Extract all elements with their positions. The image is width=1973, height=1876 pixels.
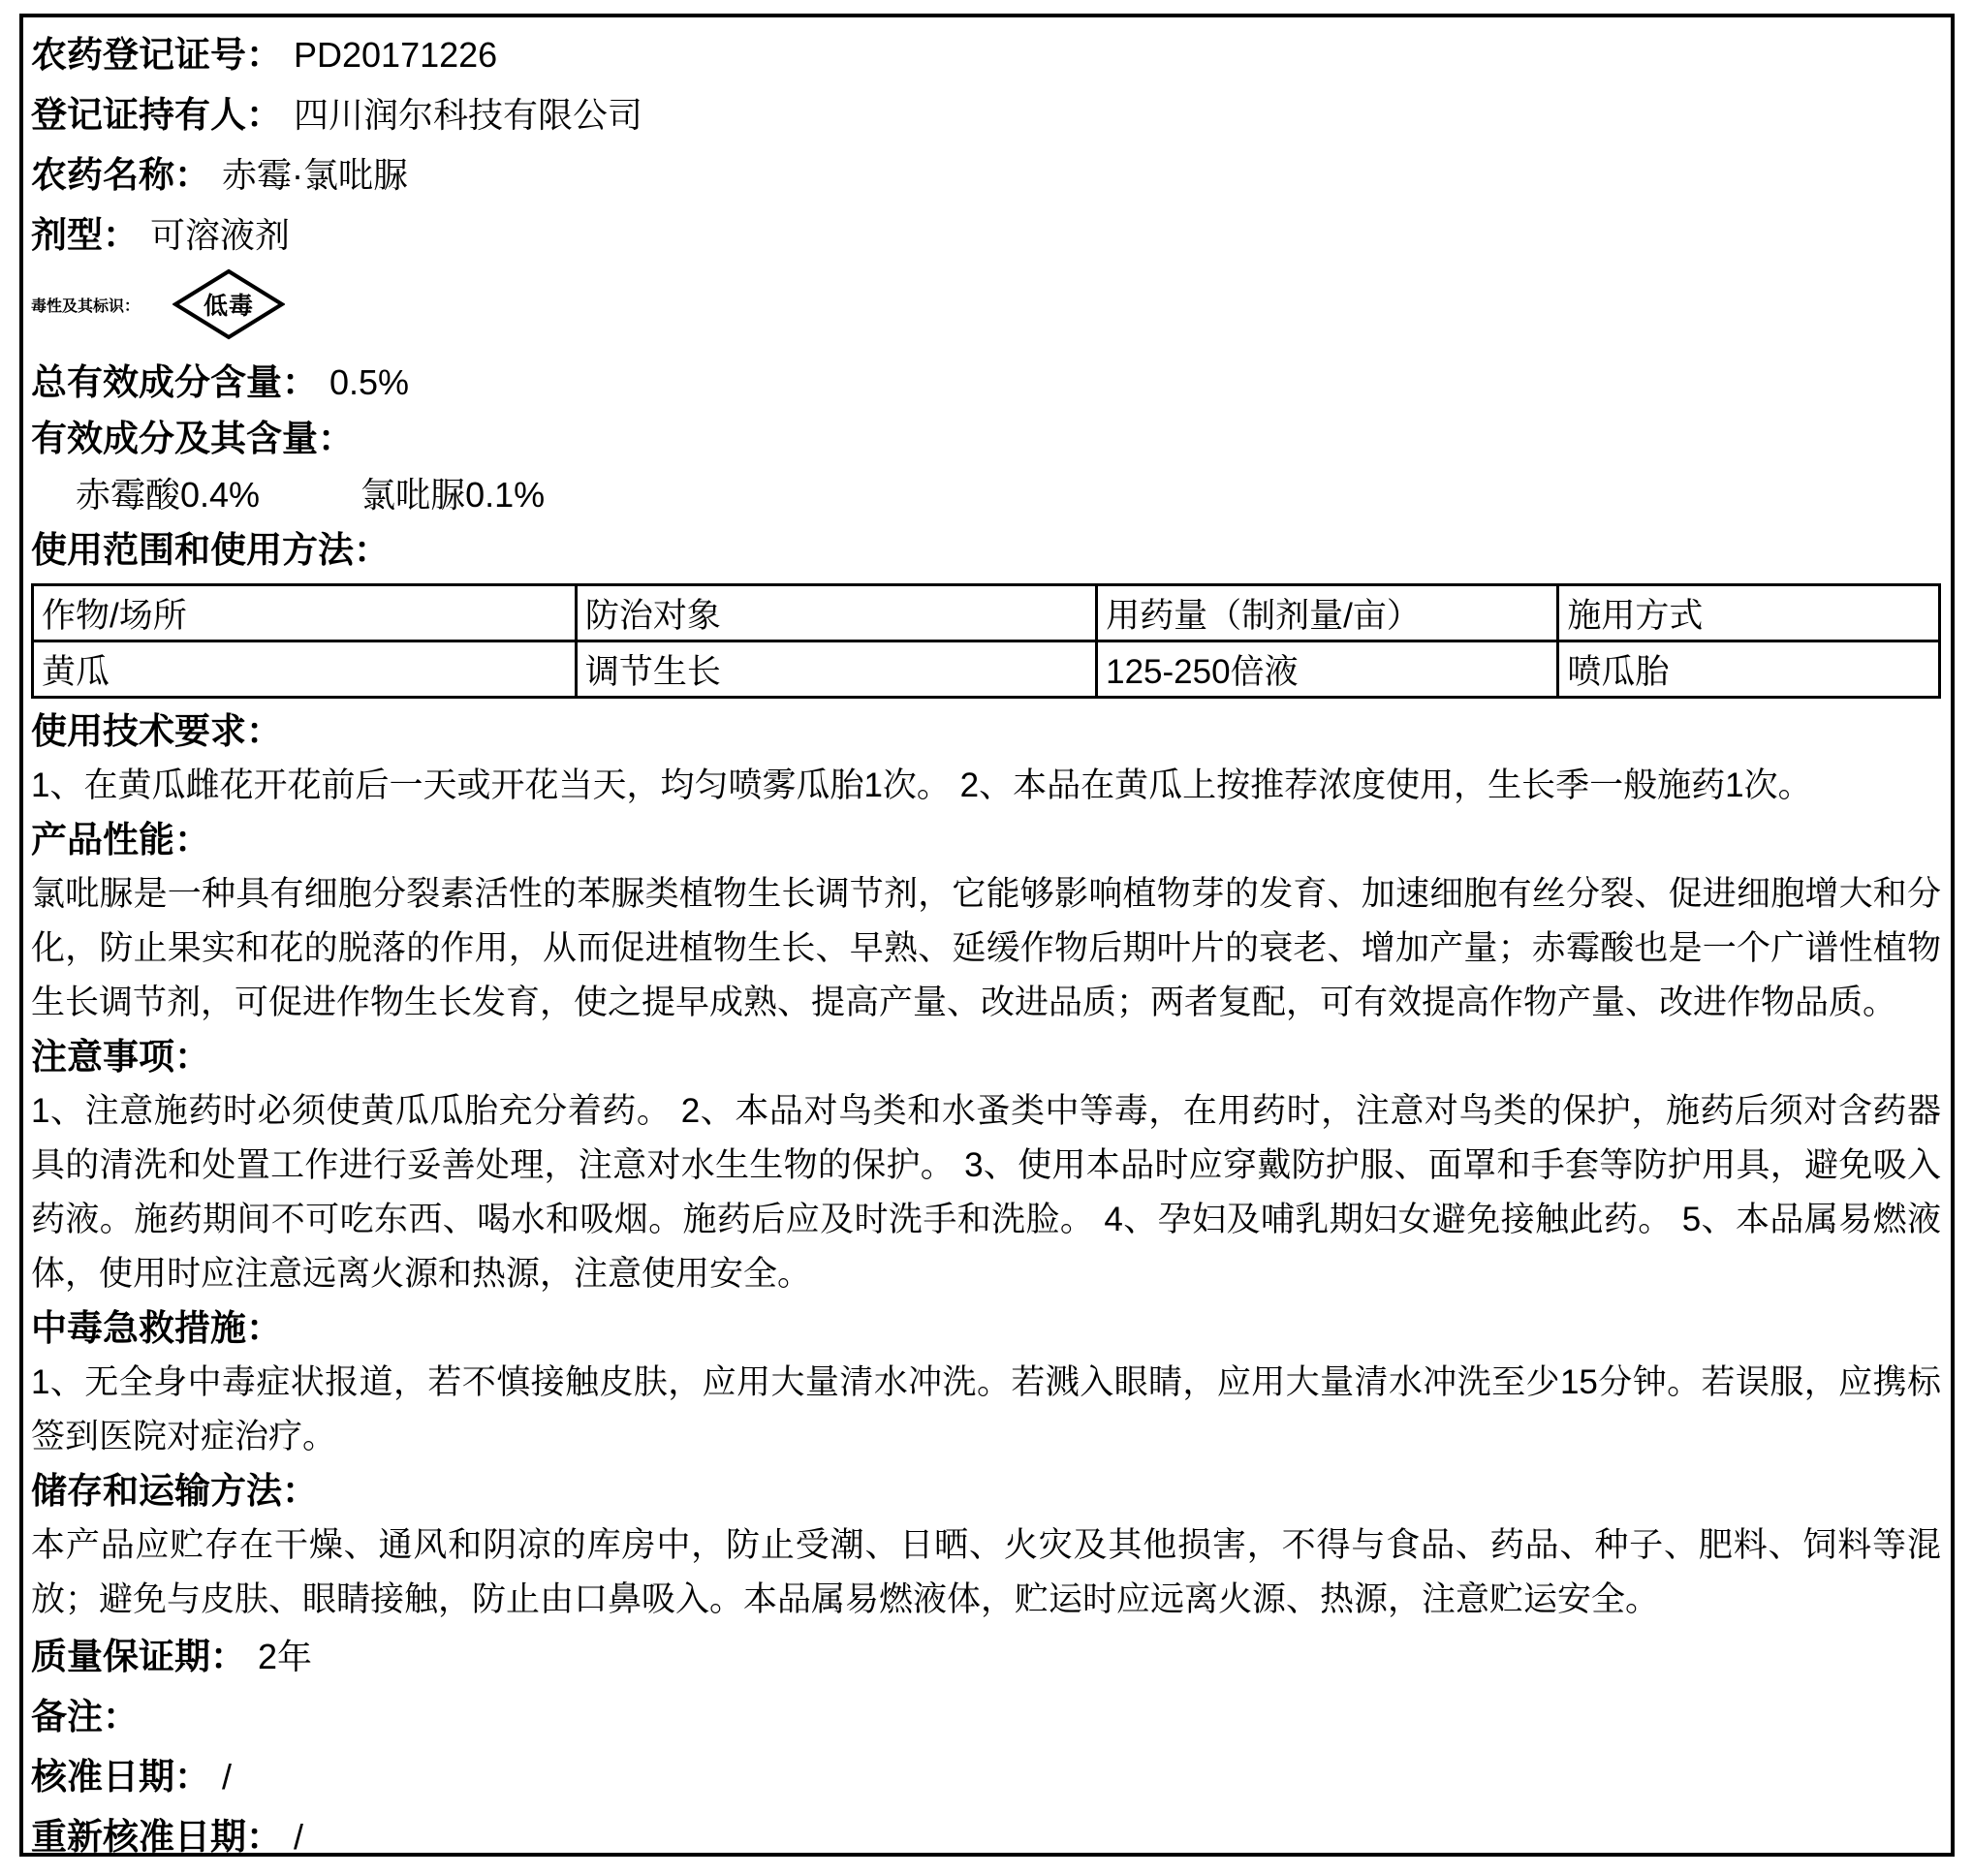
field-value: 0.5% <box>329 362 410 402</box>
field-toxicity <box>31 266 1941 343</box>
section-product-performance <box>31 813 1941 1030</box>
section-first-aid <box>31 1301 1941 1464</box>
section-storage-transport <box>31 1464 1941 1627</box>
field-shelf-life <box>31 1627 1941 1687</box>
section-title: 注意事项： <box>31 1037 210 1077</box>
section-body: 氯吡脲是一种具有细胞分裂素活性的苯脲类植物生长调节剂，它能够影响植物芽的发育、加速细胞有丝分裂、促进细胞增大和分化，防止果实和花的脱落的作用，从而促进植物生长、早熟、延缓作物后期叶片的衰老、增加产量；赤霉酸也是一个广谱性植物生长调节剂，可促进作物生长发育，使之提早成熟、提高产量、改进品质；两者复配，可有效提高作物产量、改进作物品质。 <box>31 875 1941 1021</box>
usage-table-header-row <box>33 585 1940 641</box>
field-active-ingredients-label <box>31 411 1941 467</box>
section-body: 1、在黄瓜雌花开花前后一天或开花当天，均匀喷雾瓜胎1次。 2、本品在黄瓜上按推荐浓度使用，生长季一般施药1次。 <box>31 766 1812 804</box>
field-reapproval-date <box>31 1807 1941 1857</box>
usage-cell-method: 喷瓜胎 <box>1558 641 1940 698</box>
section-title: 产品性能： <box>31 820 210 860</box>
field-value: / <box>294 1817 304 1857</box>
field-label: 质量保证期： <box>31 1637 246 1676</box>
section-body: 1、无全身中毒症状报道，若不慎接触皮肤，应用大量清水冲洗。若溅入眼睛，应用大量清水冲洗至少15分钟。若误服，应携标签到医院对症治疗。 <box>31 1363 1941 1455</box>
section-body: 本产品应贮存在干燥、通风和阴凉的库房中，防止受潮、日晒、火灾及其他损害，不得与食品、药品、种子、肥料、饲料等混放；避免与皮肤、眼睛接触，防止由口鼻吸入。本品属易燃液体，贮运时应远离火源、热源，注意贮运安全。 <box>31 1526 1941 1618</box>
field-certificate-holder <box>31 85 1941 145</box>
field-approval-date <box>31 1747 1941 1807</box>
usage-table <box>31 583 1941 699</box>
usage-cell-dosage: 125-250倍液 <box>1097 641 1558 698</box>
usage-header-method: 施用方式 <box>1558 585 1940 641</box>
usage-cell-target: 调节生长 <box>576 641 1096 698</box>
field-total-active-content <box>31 355 1941 411</box>
field-pesticide-name <box>31 145 1941 205</box>
section-technical-requirements <box>31 704 1941 813</box>
usage-table-data-row <box>33 641 1940 698</box>
usage-header-crop: 作物/场所 <box>33 585 577 641</box>
section-title: 使用技术要求： <box>31 711 282 751</box>
section-body: 1、注意施药时必须使黄瓜瓜胎充分着药。 2、本品对鸟类和水蚤类中等毒，在用药时，注意对鸟类的保护，施药后须对含药器具的清洗和处置工作进行妥善处理，注意对水生生物的保护。 3、使用本品时应穿戴防护服、面罩和手套等防护用具，避免吸入药液。施药期间不可吃东西、喝水和吸烟。施药后应及时洗手和洗脸。 4、孕妇及哺乳期妇女避免接触此药。 5、本品属易燃液体，使用时应注意远离火源和热源，注意使用安全。 <box>31 1092 1941 1293</box>
field-label: 登记证持有人： <box>31 95 282 135</box>
field-label: 农药名称： <box>31 155 210 195</box>
usage-header-target: 防治对象 <box>576 585 1096 641</box>
field-value: / <box>222 1757 233 1797</box>
field-label: 农药登记证号： <box>31 35 282 75</box>
field-label: 有效成分及其含量： <box>31 419 354 458</box>
usage-header-dosage: 用药量（制剂量/亩） <box>1097 585 1558 641</box>
field-value: 可溶液剂 <box>150 215 291 255</box>
usage-section-title: 使用范围和使用方法： <box>31 530 390 570</box>
section-title: 储存和运输方法： <box>31 1471 318 1511</box>
spacer <box>31 343 1941 355</box>
ingredient-item: 赤霉酸0.4% <box>76 475 261 515</box>
section-title: 中毒急救措施： <box>31 1308 282 1348</box>
usage-cell-crop: 黄瓜 <box>33 641 577 698</box>
field-label: 重新核准日期： <box>31 1817 282 1857</box>
pesticide-registration-document <box>19 14 1955 1857</box>
field-value: 四川润尔科技有限公司 <box>294 95 643 135</box>
section-precautions <box>31 1030 1941 1301</box>
field-label: 毒性及其标识： <box>31 297 141 315</box>
field-registration-number <box>31 25 1941 85</box>
field-label: 备注： <box>31 1697 139 1736</box>
active-ingredients-values <box>31 467 1941 523</box>
ingredient-item: 氯吡脲0.1% <box>360 475 546 515</box>
field-label: 核准日期： <box>31 1757 210 1797</box>
field-value: 2年 <box>258 1637 313 1676</box>
low-toxicity-diamond-icon <box>172 268 285 340</box>
field-label: 总有效成分含量： <box>31 362 318 402</box>
field-label: 剂型： <box>31 215 139 255</box>
field-formulation <box>31 205 1941 266</box>
field-remarks <box>31 1687 1941 1747</box>
field-value: PD20171226 <box>294 35 498 75</box>
field-value: 赤霉·氯吡脲 <box>222 155 408 195</box>
toxicity-badge-text: 低毒 <box>204 293 255 320</box>
